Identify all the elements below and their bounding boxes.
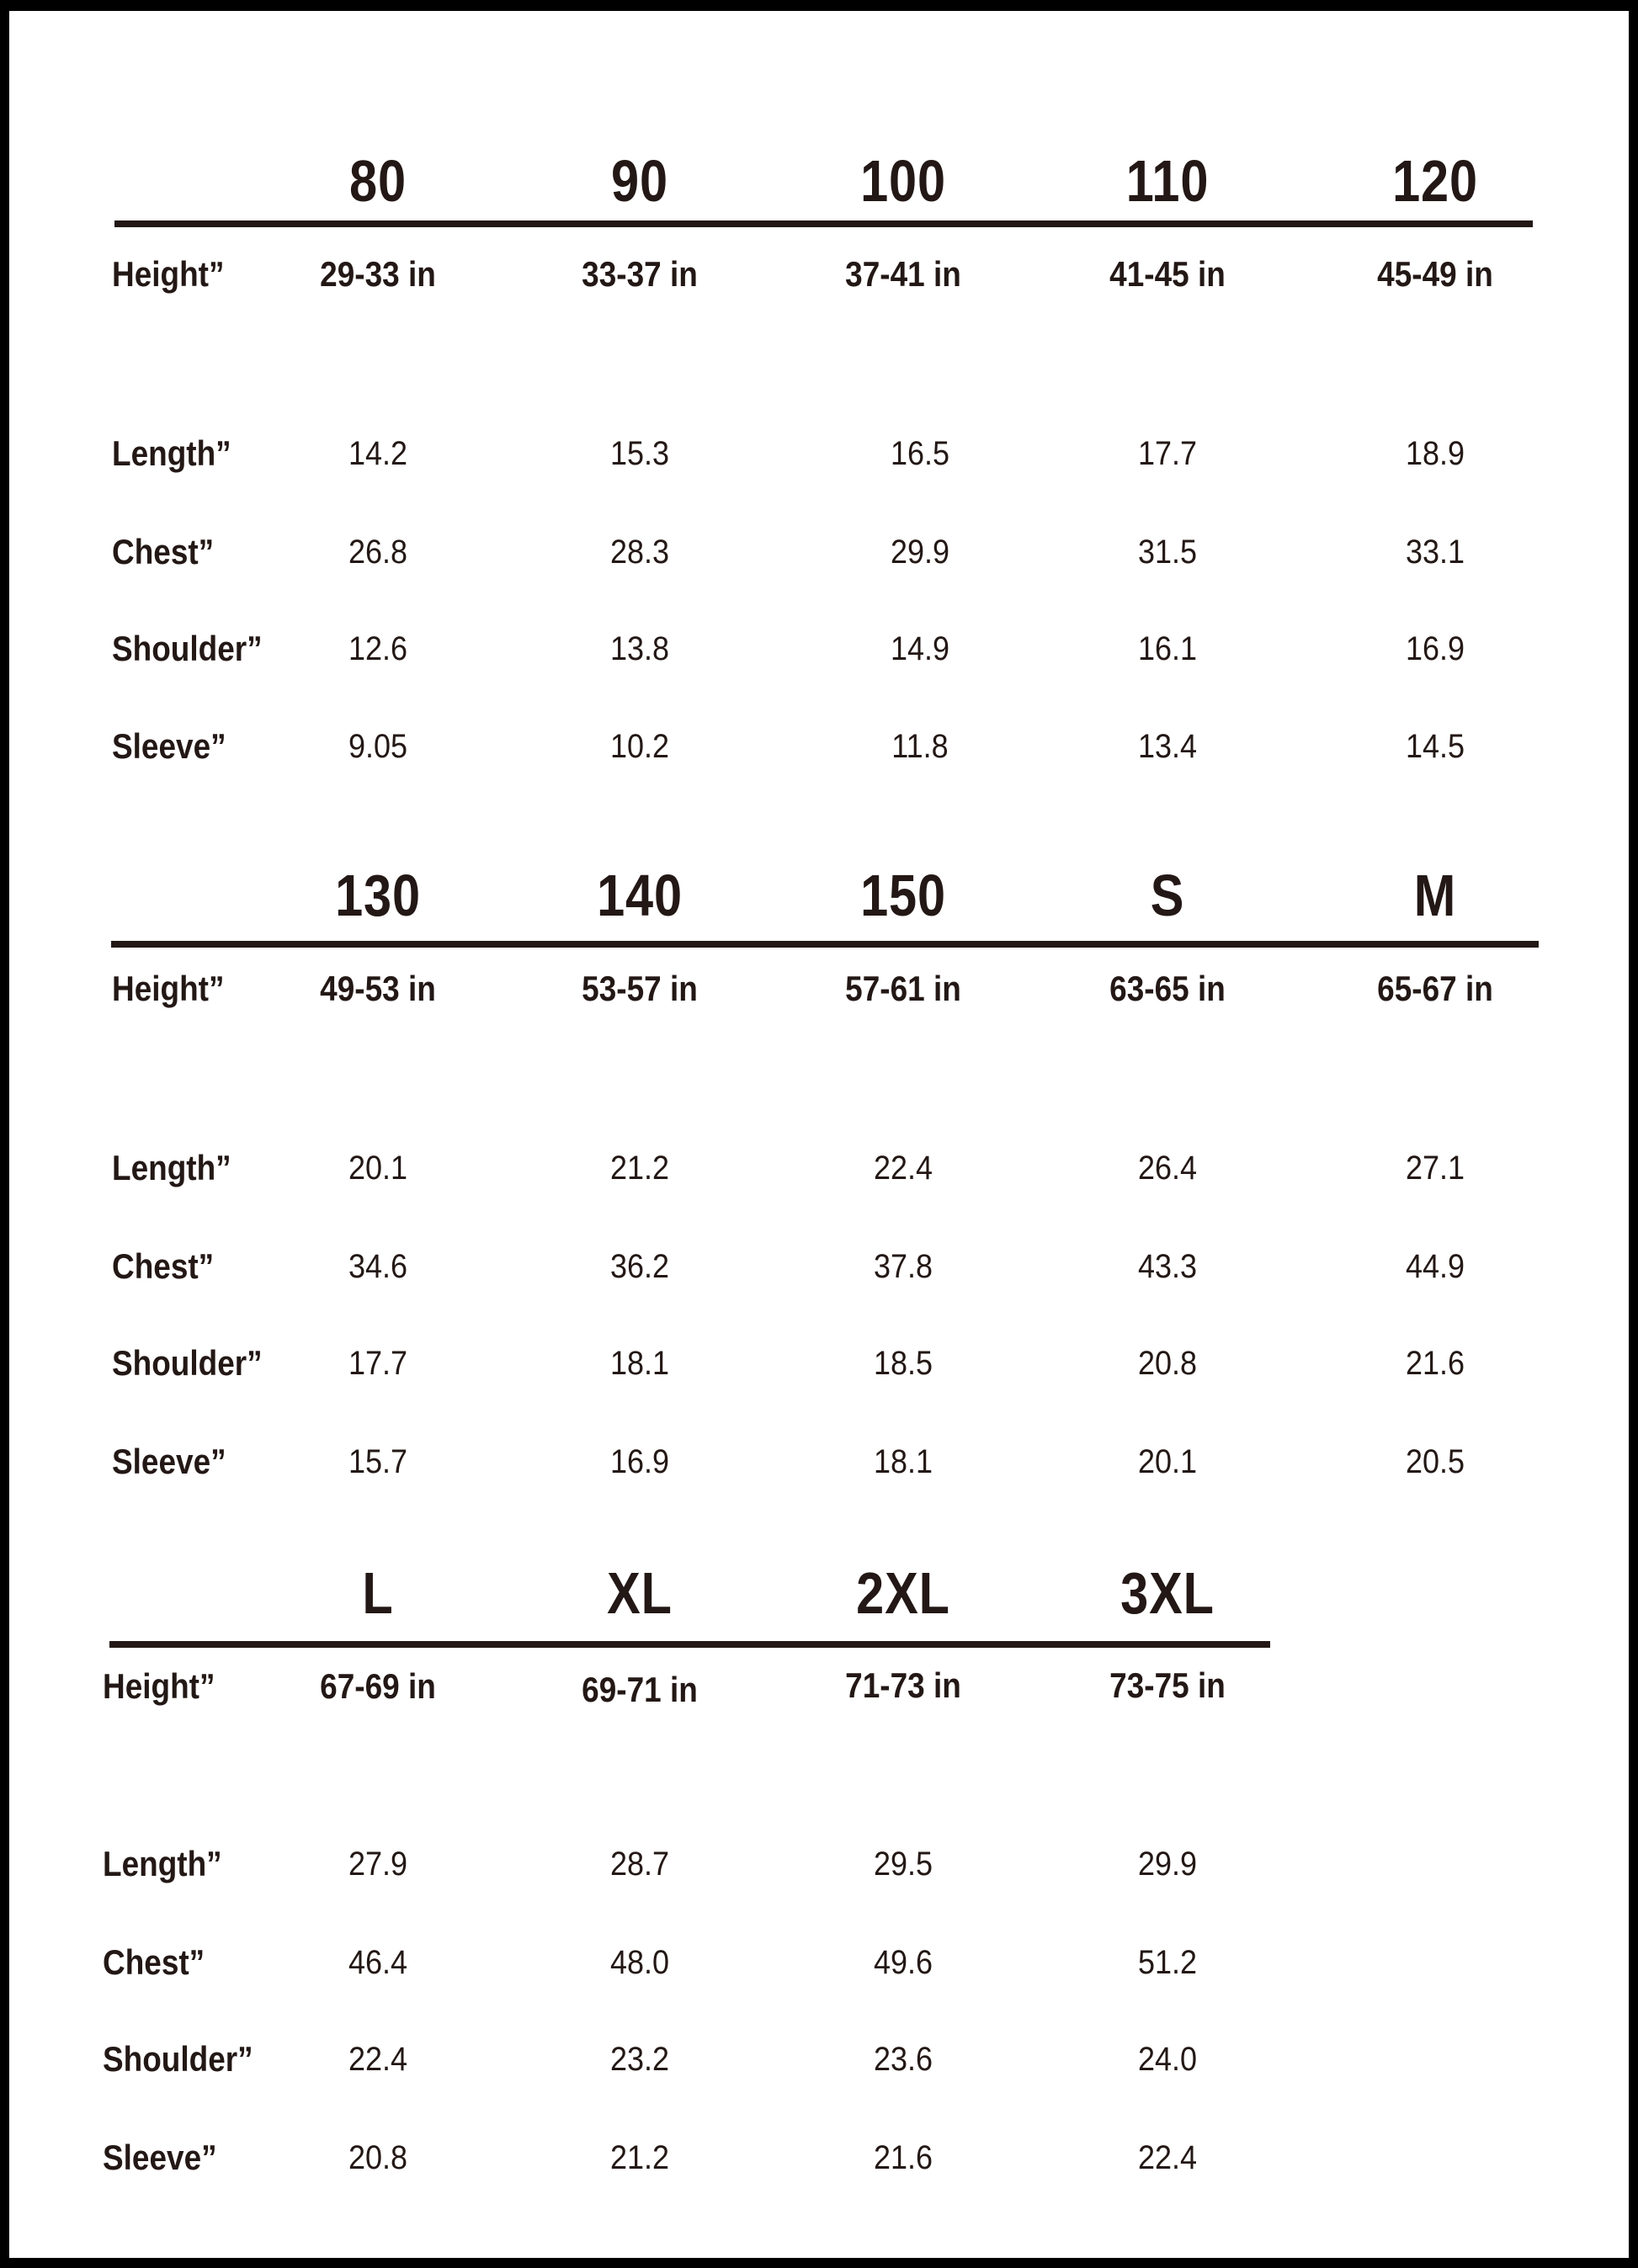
cell-value: 18.9 bbox=[1405, 435, 1465, 472]
height-range: 41-45 in bbox=[1109, 254, 1226, 294]
cell-value: 43.3 bbox=[1137, 1248, 1198, 1285]
size-chart-page bbox=[9, 11, 1629, 2258]
header-divider bbox=[111, 941, 1539, 948]
height-range: 29-33 in bbox=[320, 254, 436, 294]
row-label-chest: Chest” bbox=[112, 1246, 215, 1286]
cell-value: 20.8 bbox=[348, 2139, 408, 2176]
cell-value: 12.6 bbox=[348, 630, 408, 667]
cell-value: 22.4 bbox=[348, 2041, 408, 2078]
cell-value: 29.9 bbox=[890, 534, 950, 571]
cell-value: 14.9 bbox=[890, 630, 950, 667]
cell-value: 20.5 bbox=[1405, 1443, 1465, 1480]
row-label-length: Length” bbox=[103, 1844, 222, 1883]
size-header: M bbox=[1413, 863, 1457, 928]
cell-value: 26.8 bbox=[348, 534, 408, 571]
row-label-shoulder: Shoulder” bbox=[112, 629, 263, 668]
size-header: 150 bbox=[860, 863, 946, 928]
row-label-shoulder: Shoulder” bbox=[103, 2039, 253, 2079]
cell-value: 14.2 bbox=[348, 435, 408, 472]
size-header: 3XL bbox=[1120, 1560, 1215, 1626]
row-label-length: Length” bbox=[112, 433, 231, 473]
cell-value: 10.2 bbox=[609, 728, 670, 765]
height-range: 49-53 in bbox=[320, 969, 436, 1008]
cell-value: 28.7 bbox=[609, 1846, 670, 1883]
cell-value: 29.9 bbox=[1137, 1846, 1198, 1883]
height-range: 37-41 in bbox=[845, 254, 961, 294]
cell-value: 17.7 bbox=[1137, 435, 1198, 472]
cell-value: 23.6 bbox=[873, 2041, 933, 2078]
height-range: 69-71 in bbox=[582, 1670, 698, 1709]
cell-value: 37.8 bbox=[873, 1248, 933, 1285]
cell-value: 18.5 bbox=[873, 1345, 933, 1382]
cell-value: 9.05 bbox=[348, 728, 408, 765]
header-divider bbox=[114, 220, 1533, 227]
size-header: 120 bbox=[1392, 148, 1478, 214]
size-header: 2XL bbox=[856, 1560, 950, 1626]
height-range: 73-75 in bbox=[1109, 1665, 1226, 1705]
cell-value: 34.6 bbox=[348, 1248, 408, 1285]
cell-value: 13.8 bbox=[609, 630, 670, 667]
height-range: 45-49 in bbox=[1377, 254, 1493, 294]
cell-value: 24.0 bbox=[1137, 2041, 1198, 2078]
cell-value: 21.6 bbox=[873, 2139, 933, 2176]
cell-value: 21.6 bbox=[1405, 1345, 1465, 1382]
cell-value: 23.2 bbox=[609, 2041, 670, 2078]
row-label-sleeve: Sleeve” bbox=[112, 726, 226, 766]
cell-value: 26.4 bbox=[1137, 1150, 1198, 1187]
cell-value: 20.1 bbox=[348, 1150, 408, 1187]
row-label-chest: Chest” bbox=[103, 1942, 205, 1982]
cell-value: 49.6 bbox=[873, 1944, 933, 1981]
header-divider bbox=[109, 1641, 1270, 1648]
cell-value: 20.8 bbox=[1137, 1345, 1198, 1382]
height-label: Height” bbox=[112, 254, 225, 294]
row-label-sleeve: Sleeve” bbox=[112, 1442, 226, 1481]
height-range: 65-67 in bbox=[1377, 969, 1493, 1008]
cell-value: 20.1 bbox=[1137, 1443, 1198, 1480]
cell-value: 13.4 bbox=[1137, 728, 1198, 765]
cell-value: 27.1 bbox=[1405, 1150, 1465, 1187]
height-label: Height” bbox=[103, 1666, 215, 1706]
size-header: 140 bbox=[597, 863, 683, 928]
cell-value: 16.1 bbox=[1137, 630, 1198, 667]
cell-value: 16.9 bbox=[1405, 630, 1465, 667]
cell-value: 14.5 bbox=[1405, 728, 1465, 765]
cell-value: 18.1 bbox=[609, 1345, 670, 1382]
height-range: 57-61 in bbox=[845, 969, 961, 1008]
cell-value: 48.0 bbox=[609, 1944, 670, 1981]
cell-value: 18.1 bbox=[873, 1443, 933, 1480]
cell-value: 16.5 bbox=[890, 435, 950, 472]
cell-value: 27.9 bbox=[348, 1846, 408, 1883]
cell-value: 28.3 bbox=[609, 534, 670, 571]
size-header: L bbox=[362, 1560, 394, 1626]
cell-value: 15.7 bbox=[348, 1443, 408, 1480]
row-label-shoulder: Shoulder” bbox=[112, 1343, 263, 1383]
cell-value: 16.9 bbox=[609, 1443, 670, 1480]
cell-value: 22.4 bbox=[1137, 2139, 1198, 2176]
cell-value: 44.9 bbox=[1405, 1248, 1465, 1285]
cell-value: 33.1 bbox=[1405, 534, 1465, 571]
size-header: S bbox=[1150, 863, 1185, 928]
cell-value: 22.4 bbox=[873, 1150, 933, 1187]
size-header: 80 bbox=[349, 148, 407, 214]
size-header: 110 bbox=[1125, 148, 1210, 214]
cell-value: 17.7 bbox=[348, 1345, 408, 1382]
cell-value: 36.2 bbox=[609, 1248, 670, 1285]
cell-value: 46.4 bbox=[348, 1944, 408, 1981]
cell-value: 51.2 bbox=[1137, 1944, 1198, 1981]
size-header: 90 bbox=[611, 148, 668, 214]
row-label-length: Length” bbox=[112, 1148, 231, 1187]
row-label-sleeve: Sleeve” bbox=[103, 2138, 217, 2177]
height-range: 63-65 in bbox=[1109, 969, 1226, 1008]
cell-value: 29.5 bbox=[873, 1846, 933, 1883]
height-range: 71-73 in bbox=[845, 1665, 961, 1705]
cell-value: 11.8 bbox=[891, 728, 949, 765]
cell-value: 21.2 bbox=[609, 2139, 670, 2176]
cell-value: 31.5 bbox=[1137, 534, 1198, 571]
height-range: 67-69 in bbox=[320, 1666, 436, 1706]
cell-value: 21.2 bbox=[609, 1150, 670, 1187]
height-label: Height” bbox=[112, 969, 225, 1008]
size-header: 130 bbox=[335, 863, 421, 928]
size-header: 100 bbox=[860, 148, 946, 214]
cell-value: 15.3 bbox=[609, 435, 670, 472]
height-range: 33-37 in bbox=[582, 254, 698, 294]
row-label-chest: Chest” bbox=[112, 532, 215, 571]
size-header: XL bbox=[607, 1560, 673, 1626]
height-range: 53-57 in bbox=[582, 969, 698, 1008]
